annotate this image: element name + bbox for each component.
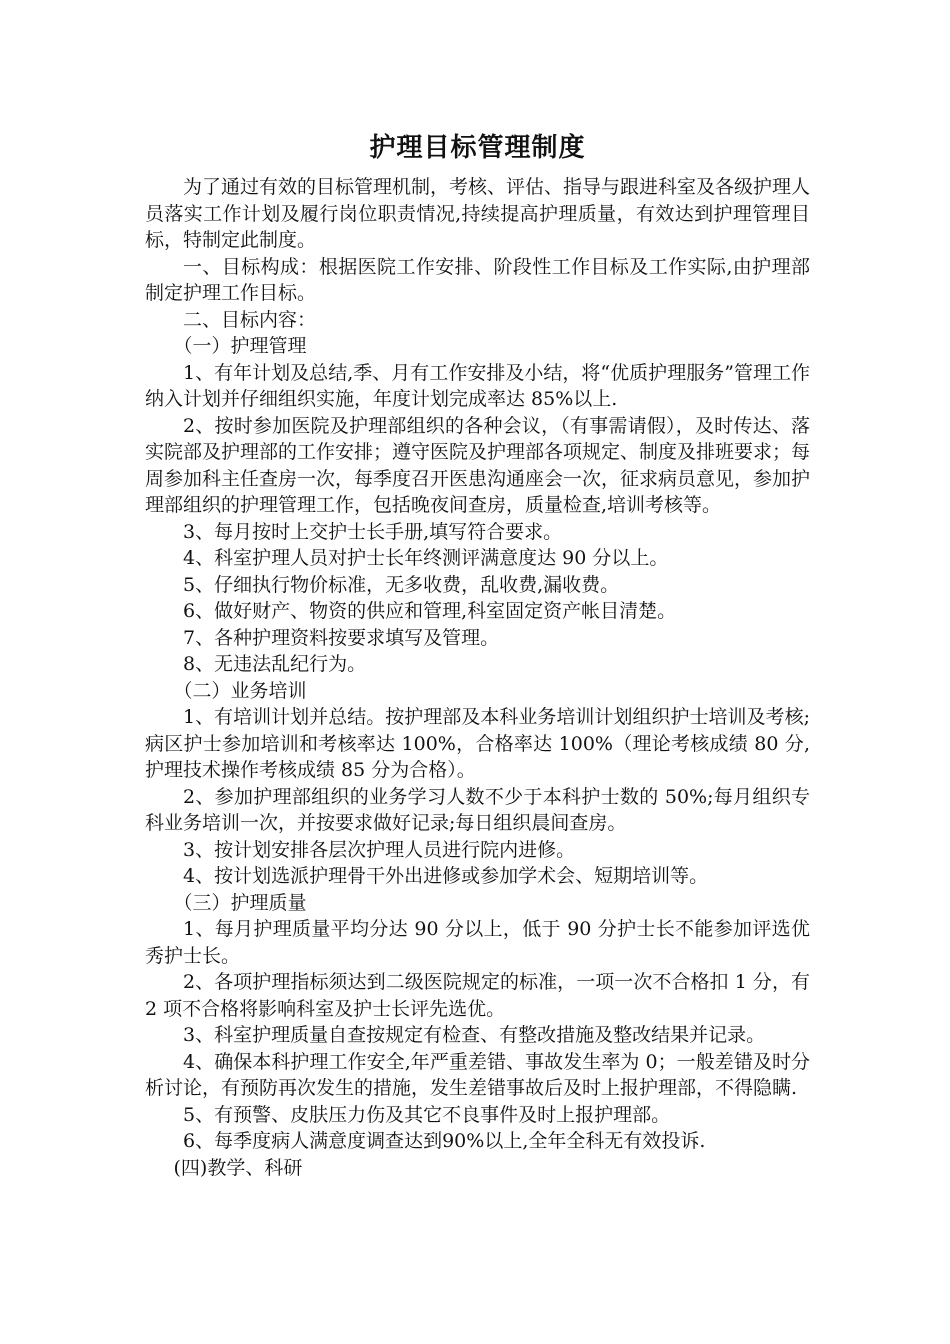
paragraph: 6、每季度病人满意度调查达到90%以上,全年全科无有效投诉.	[183, 1130, 706, 1152]
document-title: 护理目标管理制度	[369, 133, 586, 163]
paragraph: 2、各项护理指标须达到二级医院规定的标准，一项一次不合格扣 1 分，有 2 项不合格将影响科室及护士长评先选优。	[145, 971, 810, 1020]
paragraph: 2、按时参加医院及护理部组织的各种会议，（有事需请假），及时传达、落实院部及护理部的工作安排；遵守医院及护理部各项规定、制度及排班要求；每周参加科主任查房一次，每季度召开医患沟通座会一次，征求病员意见，参加护理部组织的护理管理工作，包括晚夜间查房，质量检查,培训考核等。	[145, 414, 811, 516]
paragraph: 4、科室护理人员对护士长年终测评满意度达 90 分以上。	[183, 547, 669, 569]
paragraph: 6、做好财产、物资的供应和管理,科室固定资产帐目清楚。	[183, 600, 677, 622]
section-heading: （二）业务培训	[173, 679, 307, 702]
paragraph: 5、仔细执行物价标准，无多收费，乱收费,漏收费。	[183, 573, 620, 596]
paragraph: 1、有培训计划并总结。按护理部及本科业务培训计划组织护士培训及考核;病区护士参加培训和考核率达 100%，合格率达 100%（理论考核成绩 80 分,护理技术操作考核成绩 85 分为合格）。	[145, 706, 810, 781]
paragraph: 1、每月护理质量平均分达 90 分以上，低于 90 分护士长不能参加评选优秀护士长。	[145, 918, 810, 967]
document-body	[145, 174, 810, 1181]
paragraph: 2、参加护理部组织的业务学习人数不少于本科护士数的 50%;每月组织专科业务培训一次，并按要求做好记录;每日组织晨间查房。	[145, 785, 810, 834]
paragraph: 3、每月按时上交护士长手册,填写符合要求。	[183, 520, 563, 543]
paragraph: 8、无违法乱纪行为。	[183, 653, 367, 675]
paragraph: 为了通过有效的目标管理机制，考核、评估、指导与跟进科室及各级护理人员落实工作计划及履行岗位职责情况,持续提高护理质量，有效达到护理管理目标，特制定此制度。	[145, 176, 811, 251]
paragraph: 3、科室护理质量自查按规定有检查、有整改措施及整改结果并记录。	[183, 1024, 766, 1046]
section-heading: （一）护理管理	[173, 335, 307, 357]
paragraph: 1、有年计划及总结,季、月有工作安排及小结，将“优质护理服务”管理工作纳入计划并仔细组织实施，年度计划完成率达 85%以上.	[145, 361, 810, 410]
paragraph: 一、目标构成：根据医院工作安排、阶段性工作目标及工作实际,由护理部制定护理工作目标。	[145, 255, 810, 304]
paragraph: 7、各种护理资料按要求填写及管理。	[183, 626, 500, 649]
paragraph: 4、确保本科护理工作安全,年严重差错、事故发生率为 0；一般差错及时分析讨论，有预防再次发生的措施，发生差错事故后及时上报护理部，不得隐瞒.	[145, 1050, 810, 1099]
section-heading: (四)教学、科研	[173, 1156, 303, 1179]
paragraph: 3、按计划安排各层次护理人员进行院内进修。	[183, 838, 576, 861]
document-page	[145, 128, 810, 1181]
paragraph: 5、有预警、皮肤压力伤及其它不良事件及时上报护理部。	[183, 1103, 671, 1126]
paragraph: 4、按计划选派护理骨干外出进修或参加学术会、短期培训等。	[183, 865, 709, 887]
paragraph: 二、目标内容：	[183, 308, 317, 331]
section-heading: （三）护理质量	[173, 891, 307, 914]
